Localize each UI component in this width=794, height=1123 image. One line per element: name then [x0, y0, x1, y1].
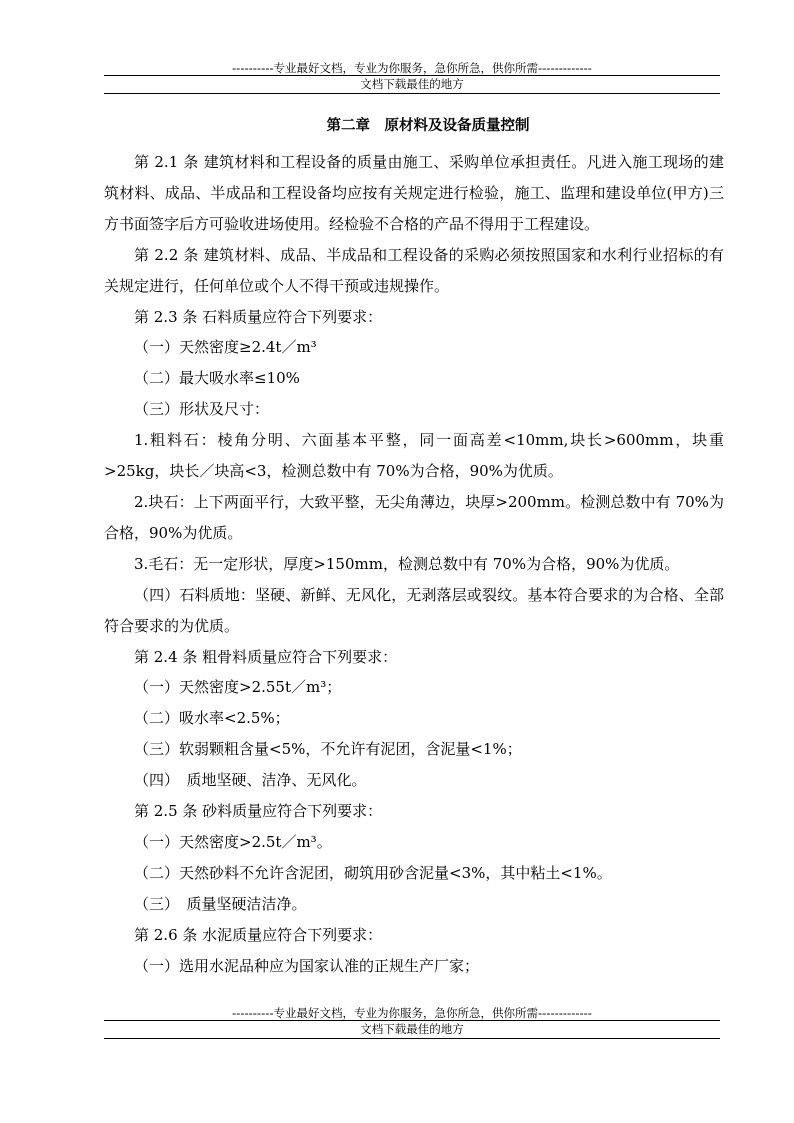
list-item: （二）最大吸水率≤10%	[134, 369, 300, 388]
chapter-title: 第二章 原材料及设备质量控制	[326, 118, 530, 134]
list-item: （三） 质量坚硬洁洁净。	[134, 894, 307, 913]
paragraph-2-1: 第 2.1 条 建筑材料和工程设备的质量由施工、采购单位承担责任。凡进入施工现场的建筑材料、成品、半成品和工程设备均应按有关规定进行检验，施工、监理和建设单位(甲方)三方书面签字后方可验收进场使用。经检验不合格的产品不得用于工程建设。	[104, 153, 724, 233]
paragraph-2-2: 第 2.2 条 建筑材料、成品、半成品和工程设备的采购必须按照国家和水利行业招标的有关规定进行，任何单位或个人不得干预或违规操作。	[104, 245, 724, 295]
list-item: （二）天然砂料不允许含泥团，砌筑用砂含泥量<3%，其中粘土<1%。	[134, 863, 612, 882]
header-underline	[104, 93, 720, 94]
list-item: （一）天然密度>2.5t／m³。	[134, 832, 332, 851]
list-item: （一）选用水泥品种应为国家认准的正规生产厂家；	[134, 956, 480, 975]
header-slogan: ----------专业最好文档，专业为你服务，急你所急，供你所需-------------	[232, 61, 592, 75]
paragraph-2-4: 第 2.4 条 粗骨料质量应符合下列要求：	[134, 647, 398, 666]
paragraph-2-6: 第 2.6 条 水泥质量应符合下列要求：	[134, 925, 383, 944]
footer-tagline: 文档下载最佳的地方	[360, 1022, 464, 1036]
footer-rule	[104, 1020, 720, 1021]
list-item: 3.毛石：无一定形状，厚度>150mm，检测总数中有 70%为合格，90%为优质。	[134, 554, 680, 573]
list-item: （三）形状及尺寸：	[134, 400, 270, 419]
list-item: （一）天然密度≥2.4t／m³	[134, 338, 317, 357]
paragraph-2-3: 第 2.3 条 石料质量应符合下列要求：	[134, 307, 383, 326]
list-item: （二）吸水率<2.5%；	[134, 709, 290, 728]
footer-slogan: ----------专业最好文档，专业为你服务，急你所急，供你所需-------------	[232, 1006, 592, 1020]
document-body	[104, 147, 724, 981]
paragraph-2-5: 第 2.5 条 砂料质量应符合下列要求：	[134, 802, 383, 821]
header-rule	[104, 75, 720, 76]
list-item: 2.块石：上下两面平行，大致平整，无尖角薄边，块厚>200mm。检测总数中有 70%为合格，90%为优质。	[104, 492, 724, 542]
list-item: 1.粗料石：棱角分明、六面基本平整，同一面高差<10mm,块长>600mm，块重>25kg，块长／块高<3，检测总数中有 70%为合格，90%为优质。	[104, 431, 724, 481]
list-item: （四） 质地坚硬、洁净、无风化。	[134, 771, 367, 790]
list-item: （三）软弱颗粗含量<5%，不允许有泥团，含泥量<1%；	[134, 740, 522, 759]
footer-underline	[104, 1038, 720, 1039]
list-item: （一）天然密度>2.55t／m³；	[134, 678, 342, 697]
header-tagline: 文档下载最佳的地方	[360, 77, 464, 91]
list-item: （四）石料质地：坚硬、新鲜、无风化，无剥落层或裂纹。基本符合要求的为合格、全部符合要求的为优质。	[104, 585, 724, 635]
